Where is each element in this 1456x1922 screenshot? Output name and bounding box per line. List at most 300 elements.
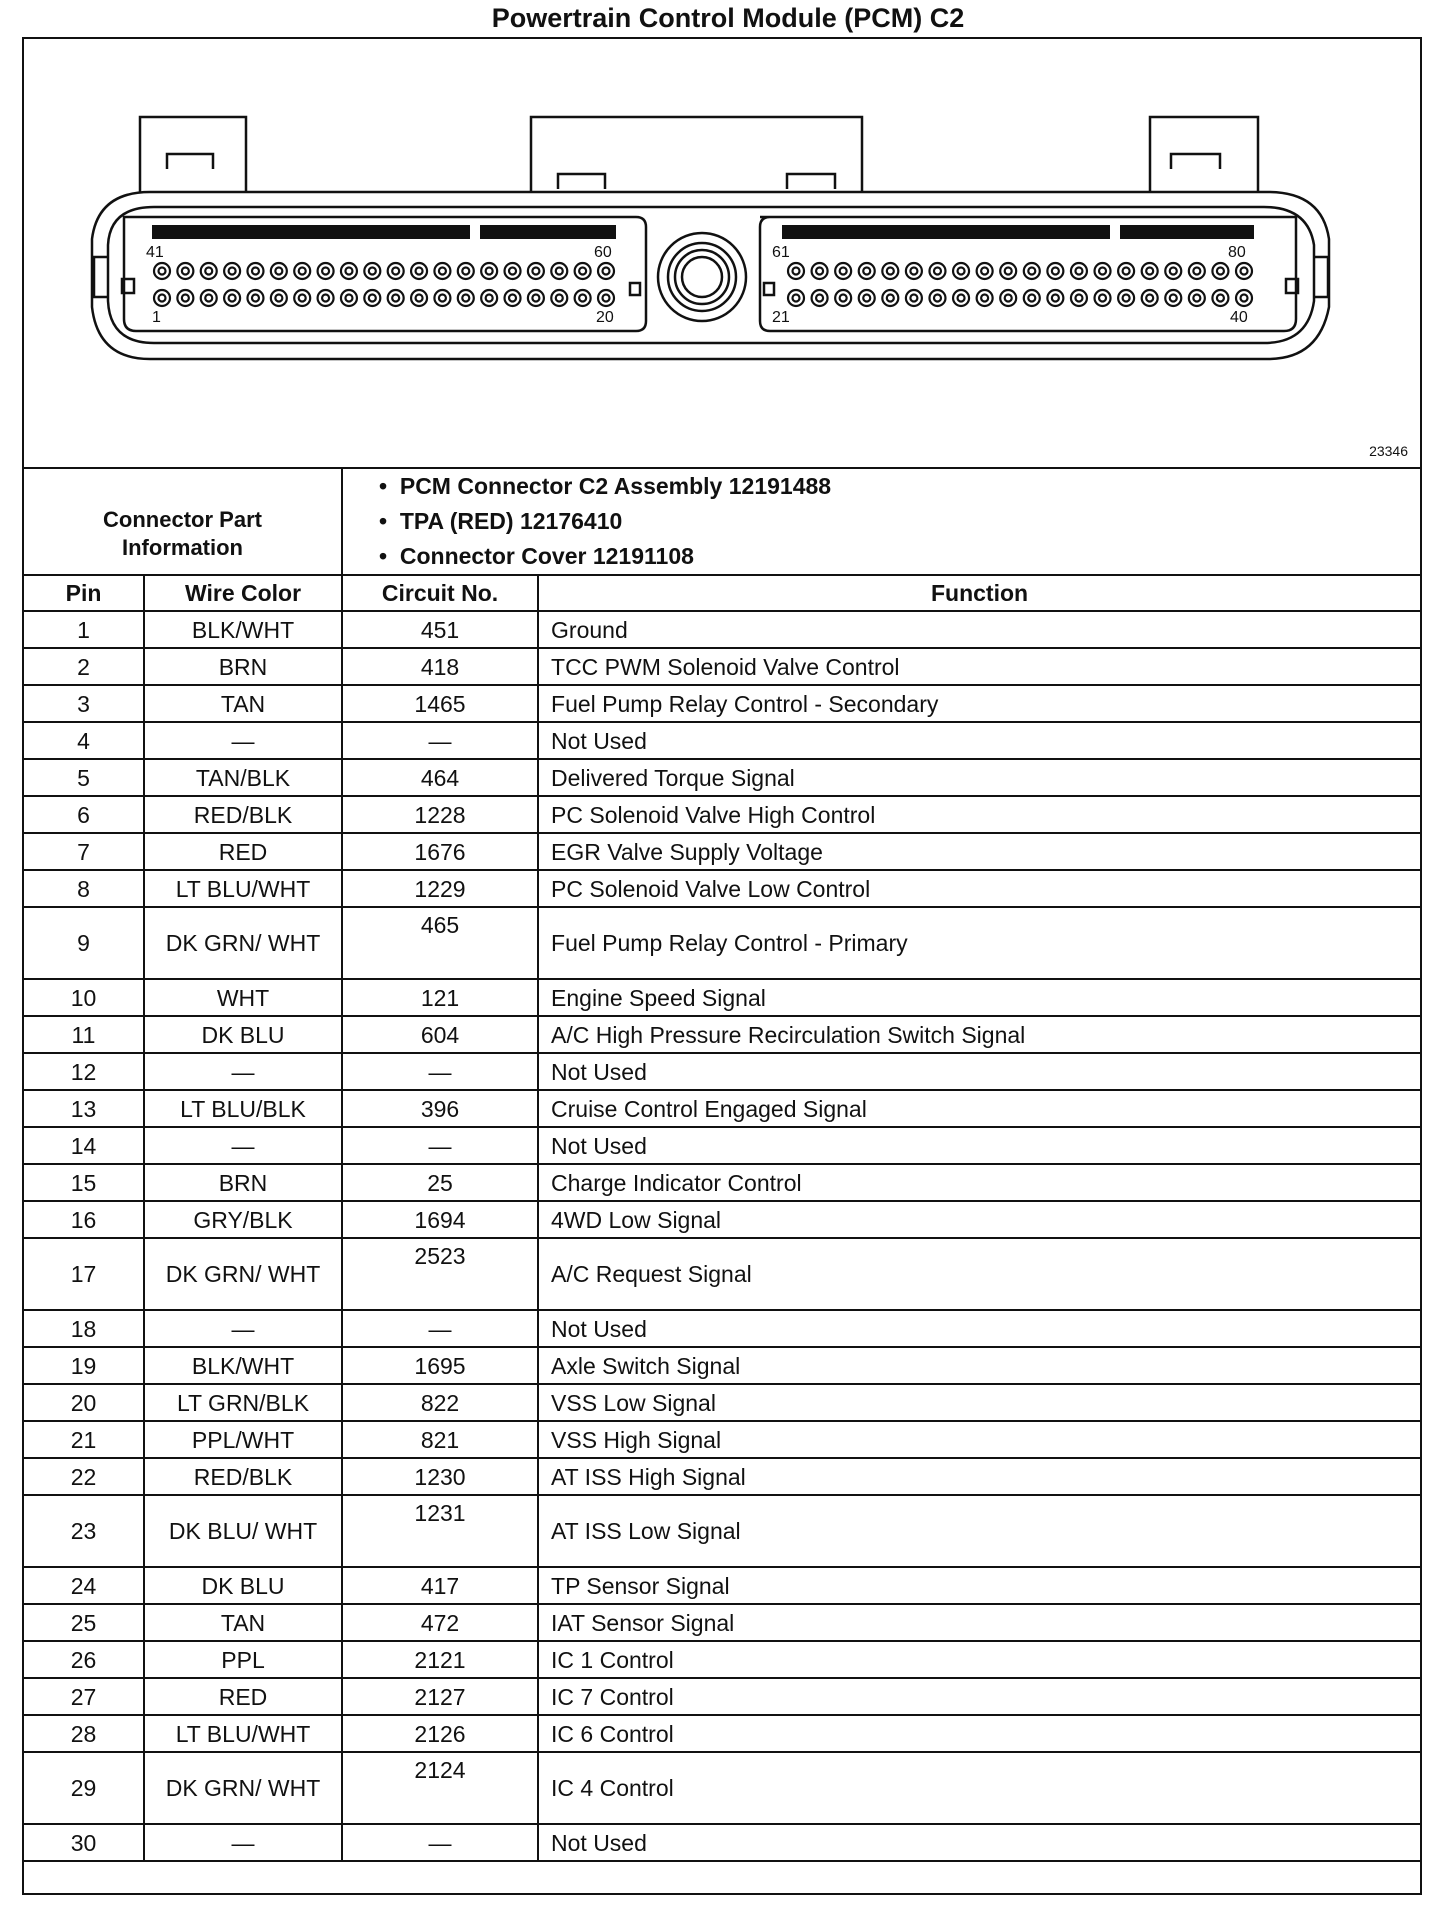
pin-cavity-upper-right-4 bbox=[859, 263, 875, 279]
function-cell: IC 4 Control bbox=[538, 1752, 1420, 1824]
pin-cell: 9 bbox=[24, 907, 144, 979]
table-row bbox=[24, 1567, 1420, 1604]
table-row bbox=[24, 648, 1420, 685]
pin-cavity-center bbox=[934, 295, 941, 302]
table-header-row bbox=[24, 575, 1420, 611]
pin-cell: 26 bbox=[24, 1641, 144, 1678]
pin-label-21: 21 bbox=[772, 309, 790, 326]
pin-cavity-lower-right-5 bbox=[882, 290, 898, 306]
pin-cavity-lower-left-19 bbox=[575, 290, 591, 306]
pin-cavity-lower-right-16 bbox=[1142, 290, 1158, 306]
table-row bbox=[24, 759, 1420, 796]
pin-cell: 27 bbox=[24, 1678, 144, 1715]
pin-cavity-center bbox=[369, 268, 376, 275]
wire-color-cell: DK BLU bbox=[144, 1567, 342, 1604]
column-header-wire-color: Wire Color bbox=[144, 575, 342, 611]
pin-label-60: 60 bbox=[594, 244, 612, 261]
pin-cell: 6 bbox=[24, 796, 144, 833]
wire-color-cell bbox=[144, 1752, 342, 1824]
pin-cavity-center bbox=[1075, 268, 1082, 275]
function-cell: Engine Speed Signal bbox=[538, 979, 1420, 1016]
table-row bbox=[24, 833, 1420, 870]
wire-color-cell: DK BLU bbox=[144, 1016, 342, 1053]
pin-cavity-lower-right-17 bbox=[1165, 290, 1181, 306]
pin-cavity-lower-right-7 bbox=[929, 290, 945, 306]
pin-cavity-center bbox=[159, 295, 166, 302]
pin-cavity-center bbox=[1146, 268, 1153, 275]
connector-diagram-panel bbox=[24, 39, 1420, 469]
function-cell: IC 1 Control bbox=[538, 1641, 1420, 1678]
pin-cavity-lower-left-2 bbox=[177, 290, 193, 306]
pin-cell: 20 bbox=[24, 1384, 144, 1421]
pin-cavity-center bbox=[793, 295, 800, 302]
pin-cell: 22 bbox=[24, 1458, 144, 1495]
pin-cavity-center bbox=[416, 295, 423, 302]
table-row bbox=[24, 1641, 1420, 1678]
pin-cell: 24 bbox=[24, 1567, 144, 1604]
pin-label-61: 61 bbox=[772, 244, 790, 261]
pin-cavity-lower-left-4 bbox=[224, 290, 240, 306]
pin-cavity-center bbox=[910, 295, 917, 302]
wire-color-cell: LT BLU/WHT bbox=[144, 1715, 342, 1752]
wire-color-cell: — bbox=[144, 1310, 342, 1347]
function-cell: AT ISS Low Signal bbox=[538, 1495, 1420, 1567]
pin-cell: 13 bbox=[24, 1090, 144, 1127]
pin-cavity-lower-right-2 bbox=[812, 290, 828, 306]
pin-cavity-center bbox=[439, 268, 446, 275]
circuit-number-cell: 2121 bbox=[342, 1641, 538, 1678]
table-row bbox=[24, 1678, 1420, 1715]
function-cell: A/C High Pressure Recirculation Switch Signal bbox=[538, 1016, 1420, 1053]
circuit-number-cell: 465 bbox=[342, 907, 538, 979]
pin-cavity-center bbox=[840, 268, 847, 275]
pin-cell: 11 bbox=[24, 1016, 144, 1053]
pin-cavity-center bbox=[486, 295, 493, 302]
pin-cavity-lower-left-7 bbox=[294, 290, 310, 306]
table-row bbox=[24, 979, 1420, 1016]
table-row bbox=[24, 1715, 1420, 1752]
pin-cavity-center bbox=[981, 295, 988, 302]
pin-cavity-center bbox=[252, 295, 259, 302]
pin-cavity-center bbox=[416, 268, 423, 275]
pin-cavity-center bbox=[1005, 268, 1012, 275]
pin-cell: 3 bbox=[24, 685, 144, 722]
pin-number-labels bbox=[146, 244, 1248, 326]
table-row bbox=[24, 1053, 1420, 1090]
pin-cavity-upper-left-9 bbox=[341, 263, 357, 279]
pin-cavity-lower-left-9 bbox=[341, 290, 357, 306]
pin-cavity-center bbox=[299, 295, 306, 302]
circuit-number-cell: 1695 bbox=[342, 1347, 538, 1384]
pin-cell: 14 bbox=[24, 1127, 144, 1164]
pin-cavity-upper-right-20 bbox=[1236, 263, 1252, 279]
wire-color-cell: PPL/WHT bbox=[144, 1421, 342, 1458]
pin-cavity-lower-right-1 bbox=[788, 290, 804, 306]
function-cell: Ground bbox=[538, 611, 1420, 648]
wire-color-cell bbox=[144, 1238, 342, 1310]
wire-color-cell: — bbox=[144, 722, 342, 759]
pin-cavity-lower-right-8 bbox=[953, 290, 969, 306]
pin-cavity-upper-left-19 bbox=[575, 263, 591, 279]
pin-cavity-center bbox=[1123, 295, 1130, 302]
pin-cavity-upper-right-15 bbox=[1118, 263, 1134, 279]
pin-cavity-center bbox=[1193, 295, 1200, 302]
pin-cell: 1 bbox=[24, 611, 144, 648]
pin-cavity-center bbox=[887, 295, 894, 302]
pin-cavity-upper-right-14 bbox=[1095, 263, 1111, 279]
pin-cavity-center bbox=[793, 268, 800, 275]
column-header-circuit-no: Circuit No. bbox=[342, 575, 538, 611]
function-cell: EGR Valve Supply Voltage bbox=[538, 833, 1420, 870]
pin-cavity-upper-right-19 bbox=[1212, 263, 1228, 279]
pin-cavity-center bbox=[532, 268, 539, 275]
circuit-number-cell: 2523 bbox=[342, 1238, 538, 1310]
circuit-number-cell: 1229 bbox=[342, 870, 538, 907]
pin-cavity-lower-right-18 bbox=[1189, 290, 1205, 306]
pin-cavity-upper-right-3 bbox=[835, 263, 851, 279]
pin-cavity-lower-left-13 bbox=[434, 290, 450, 306]
table-row bbox=[24, 722, 1420, 759]
pin-cavity-center bbox=[182, 295, 189, 302]
table-row bbox=[24, 1310, 1420, 1347]
pin-cavity-center bbox=[275, 268, 282, 275]
pin-cavity-upper-right-13 bbox=[1071, 263, 1087, 279]
pin-cavity-upper-right-18 bbox=[1189, 263, 1205, 279]
table-row bbox=[24, 1421, 1420, 1458]
pin-cavity-center bbox=[934, 268, 941, 275]
pin-cell: 8 bbox=[24, 870, 144, 907]
pin-cavity-lower-left-14 bbox=[458, 290, 474, 306]
pin-cavity-center bbox=[863, 268, 870, 275]
pin-cavity-center bbox=[1217, 268, 1224, 275]
pin-cavity-lower-left-3 bbox=[201, 290, 217, 306]
pin-cavity-lower-left-17 bbox=[528, 290, 544, 306]
pin-cavity-lower-right-20 bbox=[1236, 290, 1252, 306]
pin-cavity-upper-right-17 bbox=[1165, 263, 1181, 279]
pin-cavity-center bbox=[958, 268, 965, 275]
wire-color-cell: LT BLU/WHT bbox=[144, 870, 342, 907]
pin-label-80: 80 bbox=[1228, 244, 1246, 261]
table-row bbox=[24, 1824, 1420, 1861]
wire-color-cell: PPL bbox=[144, 1641, 342, 1678]
connector-info-row bbox=[24, 469, 1420, 575]
pin-cavity-center bbox=[1193, 268, 1200, 275]
connector-diagram bbox=[24, 39, 1420, 467]
wire-color-text: DK GRN/ WHT bbox=[165, 1261, 321, 1287]
pin-cell: 15 bbox=[24, 1164, 144, 1201]
pin-cavity-center bbox=[1052, 295, 1059, 302]
pin-cavity-center bbox=[462, 295, 469, 302]
pin-cavity-lower-left-20 bbox=[598, 290, 614, 306]
circuit-number-cell: 121 bbox=[342, 979, 538, 1016]
table-row bbox=[24, 1384, 1420, 1421]
pin-cavity-center bbox=[1075, 295, 1082, 302]
circuit-number-cell: 1676 bbox=[342, 833, 538, 870]
wire-color-cell: TAN bbox=[144, 1604, 342, 1641]
pin-cavity-center bbox=[1123, 268, 1130, 275]
pin-cell: 28 bbox=[24, 1715, 144, 1752]
wire-color-cell: — bbox=[144, 1824, 342, 1861]
pin-cavity-center bbox=[322, 268, 329, 275]
circuit-number-cell: 451 bbox=[342, 611, 538, 648]
function-cell: PC Solenoid Valve Low Control bbox=[538, 870, 1420, 907]
pin-cavity-center bbox=[1099, 268, 1106, 275]
wire-color-text: DK GRN/ WHT bbox=[165, 1775, 321, 1801]
wire-color-cell: BLK/WHT bbox=[144, 611, 342, 648]
pin-cavity-center bbox=[1241, 268, 1248, 275]
pin-cavity-lower-right-11 bbox=[1024, 290, 1040, 306]
function-cell: IC 7 Control bbox=[538, 1678, 1420, 1715]
pin-cell: 17 bbox=[24, 1238, 144, 1310]
wire-color-cell: LT GRN/BLK bbox=[144, 1384, 342, 1421]
pin-cavity-upper-right-1 bbox=[788, 263, 804, 279]
pin-cavity-center bbox=[887, 268, 894, 275]
function-cell: IC 6 Control bbox=[538, 1715, 1420, 1752]
pin-cavity-upper-left-5 bbox=[247, 263, 263, 279]
pin-cavity-center bbox=[1052, 268, 1059, 275]
wire-color-cell: BRN bbox=[144, 648, 342, 685]
circuit-number-cell: 1231 bbox=[342, 1495, 538, 1567]
table-row bbox=[24, 1164, 1420, 1201]
function-cell: Fuel Pump Relay Control - Primary bbox=[538, 907, 1420, 979]
table-row bbox=[24, 685, 1420, 722]
function-cell: Axle Switch Signal bbox=[538, 1347, 1420, 1384]
table-row bbox=[24, 1495, 1420, 1567]
pin-cavity-center bbox=[910, 268, 917, 275]
page-title: Powertrain Control Module (PCM) C2 bbox=[491, 3, 965, 33]
pin-cavity-lower-right-13 bbox=[1071, 290, 1087, 306]
pin-cavity-lower-right-10 bbox=[1000, 290, 1016, 306]
pin-cavity-upper-left-1 bbox=[154, 263, 170, 279]
pin-cavity-upper-left-12 bbox=[411, 263, 427, 279]
pin-cavity-upper-left-15 bbox=[481, 263, 497, 279]
connector-info-label-cell bbox=[24, 469, 342, 575]
pin-cavity-upper-left-17 bbox=[528, 263, 544, 279]
pin-cavity-upper-left-10 bbox=[364, 263, 380, 279]
pin-cavity-lower-left-10 bbox=[364, 290, 380, 306]
pin-cavity-center bbox=[205, 295, 212, 302]
pin-cavity-center bbox=[275, 295, 282, 302]
figure-number: 23346 bbox=[1369, 443, 1408, 459]
pin-cavity-center bbox=[322, 295, 329, 302]
pin-cavity-center bbox=[345, 268, 352, 275]
table-row bbox=[24, 611, 1420, 648]
wire-color-cell bbox=[144, 907, 342, 979]
wire-color-cell: — bbox=[144, 1053, 342, 1090]
pin-cavity-center bbox=[816, 268, 823, 275]
pin-label-40: 40 bbox=[1230, 309, 1248, 326]
pin-cavity-upper-left-4 bbox=[224, 263, 240, 279]
table-row bbox=[24, 1347, 1420, 1384]
circuit-number-cell: 821 bbox=[342, 1421, 538, 1458]
pin-cavity-lower-right-14 bbox=[1095, 290, 1111, 306]
table-row bbox=[24, 796, 1420, 833]
connector-parts-list bbox=[342, 469, 1420, 575]
pin-cavity-center bbox=[509, 268, 516, 275]
circuit-number-cell: 2127 bbox=[342, 1678, 538, 1715]
pin-cavities bbox=[154, 263, 1252, 306]
connector-sheet bbox=[22, 37, 1422, 1895]
pin-cavity-center bbox=[603, 268, 610, 275]
pin-cavity-center bbox=[229, 268, 236, 275]
wire-color-cell: RED/BLK bbox=[144, 1458, 342, 1495]
wire-color-cell: RED/BLK bbox=[144, 796, 342, 833]
pin-cell: 23 bbox=[24, 1495, 144, 1567]
table-row bbox=[24, 1090, 1420, 1127]
wire-color-cell: BLK/WHT bbox=[144, 1347, 342, 1384]
pin-cavity-lower-left-8 bbox=[318, 290, 334, 306]
pin-cavity-lower-left-6 bbox=[271, 290, 287, 306]
pin-cavity-upper-left-13 bbox=[434, 263, 450, 279]
function-cell: PC Solenoid Valve High Control bbox=[538, 796, 1420, 833]
table-row bbox=[24, 1752, 1420, 1824]
function-cell: Not Used bbox=[538, 1053, 1420, 1090]
pin-cavity-lower-left-11 bbox=[388, 290, 404, 306]
wire-color-cell: LT BLU/BLK bbox=[144, 1090, 342, 1127]
function-cell: Charge Indicator Control bbox=[538, 1164, 1420, 1201]
pin-cavity-upper-left-20 bbox=[598, 263, 614, 279]
pin-cavity-center bbox=[816, 295, 823, 302]
pin-cell: 29 bbox=[24, 1752, 144, 1824]
pin-cavity-lower-right-6 bbox=[906, 290, 922, 306]
pin-cavity-center bbox=[205, 268, 212, 275]
pin-cavity-center bbox=[159, 268, 166, 275]
pin-cavity-upper-right-2 bbox=[812, 263, 828, 279]
wire-color-cell: GRY/BLK bbox=[144, 1201, 342, 1238]
pin-cavity-center bbox=[229, 295, 236, 302]
pin-cell: 21 bbox=[24, 1421, 144, 1458]
pin-cavity-center bbox=[1005, 295, 1012, 302]
pin-cavity-upper-right-8 bbox=[953, 263, 969, 279]
pin-cavity-lower-right-9 bbox=[977, 290, 993, 306]
wire-color-text: DK GRN/ WHT bbox=[165, 930, 321, 956]
pin-cavity-upper-left-3 bbox=[201, 263, 217, 279]
pin-cavity-upper-left-8 bbox=[318, 263, 334, 279]
table-row bbox=[24, 1458, 1420, 1495]
pin-cavity-center bbox=[1028, 268, 1035, 275]
pin-cavity-center bbox=[439, 295, 446, 302]
wire-color-cell: RED bbox=[144, 1678, 342, 1715]
pin-cell: 18 bbox=[24, 1310, 144, 1347]
circuit-number-cell: — bbox=[342, 1310, 538, 1347]
wire-color-cell: TAN/BLK bbox=[144, 759, 342, 796]
circuit-number-cell: 417 bbox=[342, 1567, 538, 1604]
pin-cavity-center bbox=[392, 268, 399, 275]
pin-cavity-center bbox=[486, 268, 493, 275]
circuit-number-cell: 2126 bbox=[342, 1715, 538, 1752]
pin-cavity-lower-left-1 bbox=[154, 290, 170, 306]
pin-cavity-upper-left-7 bbox=[294, 263, 310, 279]
pin-cell: 4 bbox=[24, 722, 144, 759]
pin-cavity-upper-right-10 bbox=[1000, 263, 1016, 279]
pin-cavity-center bbox=[182, 268, 189, 275]
pin-label-20: 20 bbox=[596, 309, 614, 326]
table-row bbox=[24, 870, 1420, 907]
wire-color-text: DK BLU/ WHT bbox=[168, 1518, 318, 1544]
pin-cell: 12 bbox=[24, 1053, 144, 1090]
wire-color-cell bbox=[144, 1495, 342, 1567]
pin-cavity-lower-right-12 bbox=[1047, 290, 1063, 306]
pin-cavity-center bbox=[509, 295, 516, 302]
column-header-function: Function bbox=[538, 575, 1420, 611]
pin-cavity-upper-right-9 bbox=[977, 263, 993, 279]
pin-cavity-center bbox=[462, 268, 469, 275]
pin-cavity-lower-left-5 bbox=[247, 290, 263, 306]
pin-cell: 16 bbox=[24, 1201, 144, 1238]
pin-cavity-center bbox=[392, 295, 399, 302]
pin-cavity-center bbox=[1028, 295, 1035, 302]
pin-cavity-upper-right-5 bbox=[882, 263, 898, 279]
column-header-pin: Pin bbox=[24, 575, 144, 611]
pin-cavity-lower-left-12 bbox=[411, 290, 427, 306]
circuit-number-cell: 1694 bbox=[342, 1201, 538, 1238]
pin-cell: 25 bbox=[24, 1604, 144, 1641]
pin-cavity-center bbox=[579, 295, 586, 302]
pin-cavity-upper-left-14 bbox=[458, 263, 474, 279]
table-row bbox=[24, 1127, 1420, 1164]
function-cell: IAT Sensor Signal bbox=[538, 1604, 1420, 1641]
function-cell: TCC PWM Solenoid Valve Control bbox=[538, 648, 1420, 685]
pin-cavity-upper-left-11 bbox=[388, 263, 404, 279]
function-cell: AT ISS High Signal bbox=[538, 1458, 1420, 1495]
pin-cavity-center bbox=[252, 268, 259, 275]
pin-cavity-center bbox=[863, 295, 870, 302]
pin-label-1: 1 bbox=[152, 309, 161, 326]
pin-table bbox=[24, 469, 1420, 1862]
pin-cavity-center bbox=[1170, 268, 1177, 275]
wire-color-cell: WHT bbox=[144, 979, 342, 1016]
circuit-number-cell: — bbox=[342, 722, 538, 759]
circuit-number-cell: 1228 bbox=[342, 796, 538, 833]
function-cell: Cruise Control Engaged Signal bbox=[538, 1090, 1420, 1127]
pin-cavity-center bbox=[579, 268, 586, 275]
circuit-number-cell: 822 bbox=[342, 1384, 538, 1421]
function-cell: Fuel Pump Relay Control - Secondary bbox=[538, 685, 1420, 722]
function-cell: Delivered Torque Signal bbox=[538, 759, 1420, 796]
pin-cavity-center bbox=[1217, 295, 1224, 302]
function-cell: Not Used bbox=[538, 722, 1420, 759]
table-row bbox=[24, 907, 1420, 979]
function-cell: VSS High Signal bbox=[538, 1421, 1420, 1458]
pin-cavity-center bbox=[603, 295, 610, 302]
pin-cavity-center bbox=[532, 295, 539, 302]
circuit-number-cell: 2124 bbox=[342, 1752, 538, 1824]
pin-cell: 10 bbox=[24, 979, 144, 1016]
pin-cavity-lower-right-15 bbox=[1118, 290, 1134, 306]
circuit-number-cell: 604 bbox=[342, 1016, 538, 1053]
function-cell: Not Used bbox=[538, 1310, 1420, 1347]
pin-label-41: 41 bbox=[146, 244, 164, 261]
pin-cavity-center bbox=[345, 295, 352, 302]
connector-part-item: • TPA (RED) 12176410 bbox=[379, 508, 623, 534]
table-row bbox=[24, 1238, 1420, 1310]
pin-cell: 7 bbox=[24, 833, 144, 870]
pin-cavity-lower-left-18 bbox=[551, 290, 567, 306]
pin-cavity-upper-right-12 bbox=[1047, 263, 1063, 279]
function-cell: Not Used bbox=[538, 1824, 1420, 1861]
pin-cavity-upper-left-2 bbox=[177, 263, 193, 279]
function-cell: VSS Low Signal bbox=[538, 1384, 1420, 1421]
pin-cavity-lower-left-16 bbox=[505, 290, 521, 306]
connector-part-item: • Connector Cover 12191108 bbox=[379, 543, 694, 569]
table-row bbox=[24, 1201, 1420, 1238]
pin-cavity-lower-right-4 bbox=[859, 290, 875, 306]
pin-cavity-upper-left-6 bbox=[271, 263, 287, 279]
circuit-number-cell: 1230 bbox=[342, 1458, 538, 1495]
pin-cavity-lower-right-19 bbox=[1212, 290, 1228, 306]
pin-cell: 2 bbox=[24, 648, 144, 685]
table-row bbox=[24, 1016, 1420, 1053]
